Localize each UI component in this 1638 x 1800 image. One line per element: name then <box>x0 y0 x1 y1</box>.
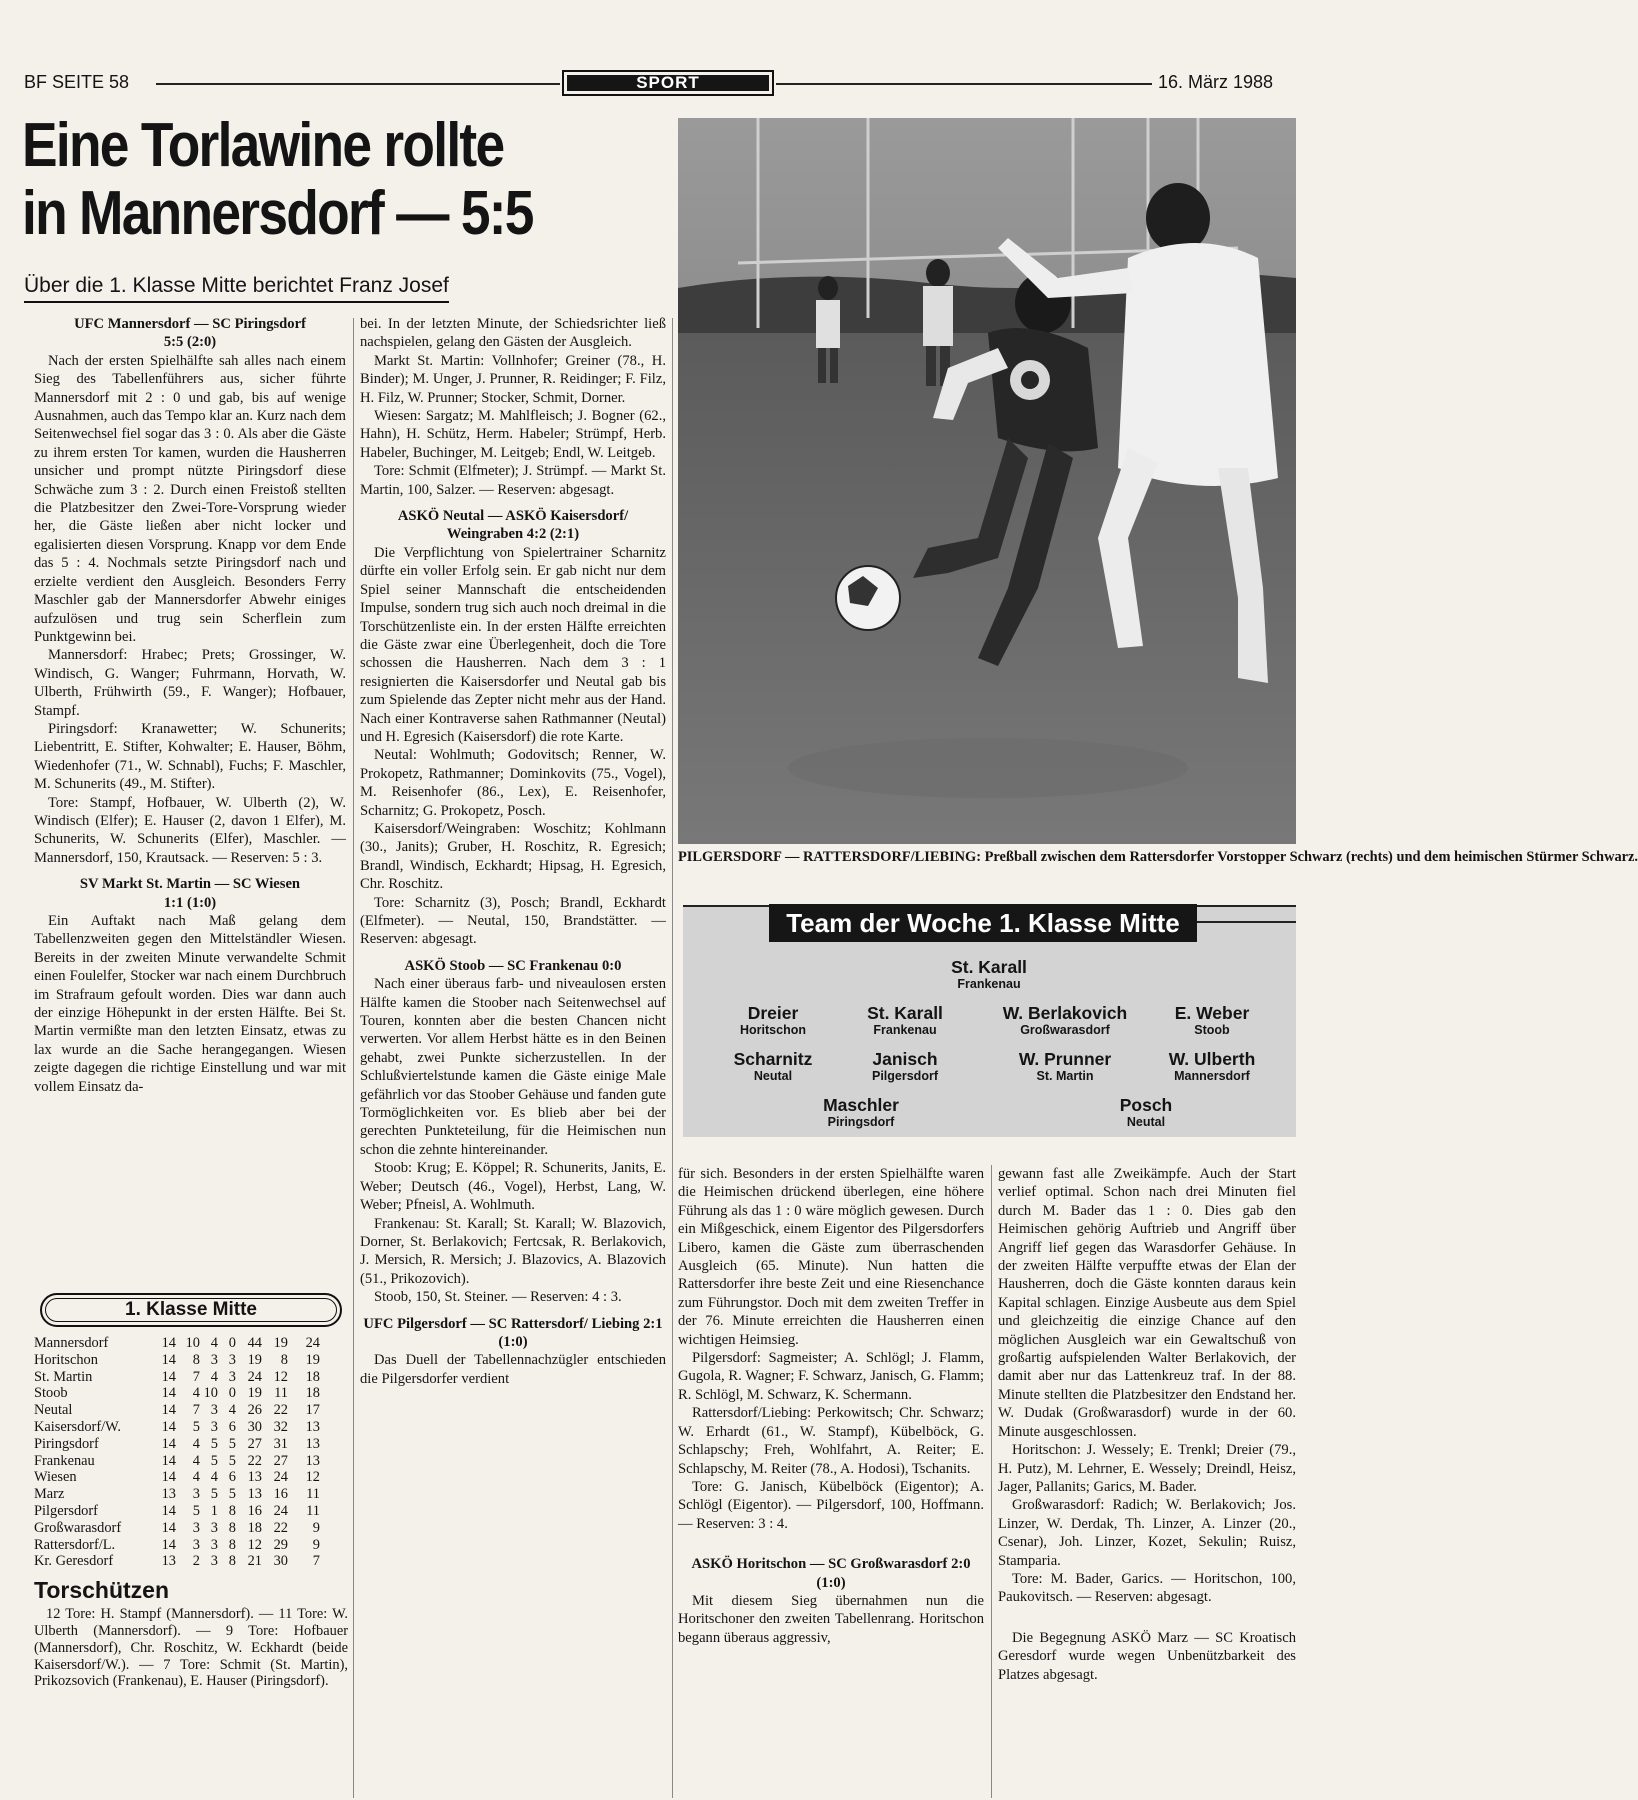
standings-team: St. Martin <box>34 1368 93 1385</box>
goals-line: Tore: Scharnitz (3), Posch; Brandl, Eckhardt (Elfmeter). — Neutal, 150, Brandstätter. — Reserven: abgesagt. <box>360 894 666 948</box>
standings-value: 26 <box>247 1402 262 1419</box>
article-paragraph: bei. In der letzten Minute, der Schiedsrichter ließ nachspielen, gelang den Gästen der Ausgleich. <box>360 316 666 351</box>
lineup-away: Kaisersdorf/Weingraben: Woschitz; Kohlmann (30., Janits); Gruber, H. Roschitz, R. Egresich; Brandl, Windisch, Eckhardt; Hipsag, H. Egresich, Chr. Roschitz. <box>360 820 666 893</box>
article-paragraph: gewann fast alle Zweikämpfe. Auch der Start verlief optimal. Schon nach drei Minuten fiel durch M. Bader das 1 : 0. Dies gab den Heimischen gehörig Auftrieb und Angriff über Angriff lief gegen das Warasdorfer Gehäuse. In der zweiten Hälfte verpuffte etwas der Elan der Hausherren, doch die Gäste konnten daraus kein Kapital schlagen. Einzige Ausbeute aus dem Spiel und gleichzeitig die einzige Chance auf den möglichen Ausgleich war ein Gewaltschuß von großartig aufspielenden Walter Berlakovich, der damit aber nur das Lattenkreuz traf. In der 88. Minute stellten die Platzbesitzer den Endstand her. W. Dudak (Großwarasdorf) wurde in der 60. Minute ausgeschlossen. <box>998 1166 1296 1440</box>
match-heading: UFC Pilgersdorf — SC Rattersdorf/ Liebing 2:1 (1:0) <box>363 1315 663 1350</box>
standings-title-frame <box>40 1293 342 1327</box>
standings-row <box>34 1486 320 1503</box>
player-club: St. Martin <box>1036 1069 1094 1083</box>
standings-row <box>34 1385 320 1402</box>
standings-row <box>34 1503 320 1520</box>
standings-value: 14 <box>161 1452 176 1469</box>
standings-value: 7 <box>192 1368 200 1385</box>
standings-value: 4 <box>192 1435 200 1452</box>
match-photo-image <box>678 118 1296 844</box>
lineup-home: Mannersdorf: Hrabec; Prets; Grossinger, W. Windisch, G. Wanger; Fuhrmann, Horvath, W. Ulberth, Frühwirth (59., F. Wanger); Hofbauer, Stampf. <box>34 647 346 719</box>
byline: Über die 1. Klasse Mitte berichtet Franz Josef <box>24 274 449 303</box>
standings-title: 1. Klasse Mitte <box>45 1298 337 1322</box>
team-player <box>1147 1049 1277 1084</box>
standings-value: 8 <box>228 1553 236 1570</box>
standings-team: Horitschon <box>34 1351 98 1368</box>
standings-value: 14 <box>161 1519 176 1536</box>
player-club: Großwarasdorf <box>1020 1023 1110 1037</box>
standings-value: 14 <box>161 1418 176 1435</box>
standings-value: 8 <box>228 1536 236 1553</box>
standings-value: 5 <box>228 1452 236 1469</box>
column-divider <box>672 318 673 1798</box>
lineup-home: Markt St. Martin: Vollnhofer; Greiner (78., H. Binder); M. Unger, J. Prunner, R. Reidinger; F. Filz, H. Filz, W. Prunner; Stocker, Schmit, Dorner. <box>360 352 666 406</box>
standings-row <box>34 1436 320 1453</box>
standings-team: Mannersdorf <box>34 1335 109 1351</box>
standings-value: 3 <box>192 1536 200 1553</box>
standings-value: 13 <box>305 1435 320 1452</box>
match-score: 5:5 (2:0) <box>163 334 217 351</box>
standings-value: 7 <box>312 1553 320 1570</box>
match-heading: UFC Mannersdorf — SC Piringsdorf <box>74 316 306 332</box>
article-paragraph: Mit diesem Sieg übernahmen nun die Horitschoner den zweiten Tabellenrang. Horitschon begann überaus aggressiv, <box>678 1592 984 1646</box>
photo-caption: PILGERSDORF — RATTERSDORF/LIEBING: Preßball zwischen dem Rattersdorfer Vorstopper Schwarz (rechts) und dem heimischen Stürmer Schwarz. <box>678 849 1638 865</box>
standings-row <box>34 1537 320 1554</box>
standings-value: 4 <box>192 1385 200 1402</box>
standings-value: 3 <box>192 1519 200 1536</box>
standings-value: 5 <box>192 1418 200 1435</box>
header-rule-right <box>776 83 1152 85</box>
article-paragraph: Die Verpflichtung von Spielertrainer Scharnitz dürfte ein voller Erfolg sein. Er gab nicht nur dem Spiel seiner Mannschaft die entscheidenden Impulse, sondern trug sich auch noch dreimal in die Torschützenliste ein. In der ersten Hälfte erreichten die Gäste zwar eine Überlegenheit, doch die Tore schossen die Hausherren. Nach dem 3 : 1 resignierten die Kaisersdorfer und Neutal gab bis zum Spielende das Zepter nicht mehr aus der Hand. Nach einer Kontraverse sahen Rathmanner (Neutal) und H. Egresich (Kaisersdorf) die rote Karte. <box>360 544 666 745</box>
player-name: Scharnitz <box>733 1049 813 1069</box>
standings-value: 3 <box>228 1368 236 1385</box>
standings-value: 14 <box>161 1335 176 1351</box>
standings-value: 0 <box>228 1335 236 1351</box>
standings-value: 13 <box>305 1418 320 1435</box>
player-name: Posch <box>1119 1095 1173 1115</box>
standings-value: 4 <box>192 1469 200 1486</box>
standings-value: 13 <box>161 1486 176 1503</box>
standings-team: Rattersdorf/L. <box>34 1536 116 1553</box>
standings-value: 8 <box>228 1519 236 1536</box>
standings-team: Marz <box>34 1486 65 1503</box>
standings-value: 0 <box>228 1385 236 1402</box>
standings-value: 16 <box>273 1486 288 1503</box>
article-paragraph: Nach einer überaus farb- und niveaulosen ersten Hälfte kamen die Stoober nach Seitenwechsel auf Touren, konnten aber die besten Chancen nicht verwerten. Vor allem Herbst hätte es in den Beinen gehabt, zwei Punkte sicherzustellen. In der Schlußviertelstunde kamen die Gäste einige Male gefährlich vor das Stoober Gehäuse und fanden gute Tormöglichkeiten vor. Es blieb aber bei der gerechten Punkteteilung, für die Heimischen nun schon die zehnte hintereinander. <box>360 976 666 1158</box>
lineup-away: Frankenau: St. Karall; St. Karall; W. Blazovich, Dorner, St. Berlakovich; Fertcsak, R. Berlakovich, J. Mersich, R. Mersich; J. Blazovics, A. Blazovich (51., Prikozovich). <box>360 1215 666 1287</box>
standings-value: 13 <box>161 1553 176 1570</box>
player-name: W. Berlakovich <box>1002 1003 1128 1023</box>
standings-value: 24 <box>273 1502 288 1519</box>
player-club: Pilgersdorf <box>872 1069 938 1083</box>
lineup-home: Pilgersdorf: Sagmeister; A. Schlögl; J. Flamm, Gugola, R. Wagner; F. Schwarz, Janisch, G. Flamm; R. Schlögl, M. Schwarz, K. Schermann. <box>678 1350 984 1403</box>
article-paragraph: Das Duell der Tabellennachzügler entschieden die Pilgersdorfer verdient <box>360 1352 666 1387</box>
standings-value: 32 <box>273 1418 288 1435</box>
standings-value: 14 <box>161 1385 176 1402</box>
standings-value: 30 <box>247 1418 262 1435</box>
standings-value: 3 <box>210 1418 218 1435</box>
standings-value: 14 <box>161 1368 176 1385</box>
standings-row <box>34 1453 320 1470</box>
standings-value: 13 <box>247 1469 262 1486</box>
standings-value: 14 <box>161 1351 176 1368</box>
player-name: St. Karall <box>951 957 1027 977</box>
standings-value: 10 <box>203 1385 218 1402</box>
article-paragraph: Ein Auftakt nach Maß gelang dem Tabellenzweiten gegen den Mittelständler Wiesen. Bereits in der zweiten Minute verwandelte Schmit einen Foulelfer, Stocker war nach einem Durchbruch im Strafraum gefoult worden. Dies war dann auch der einzige Höhepunkt in der ersten Hälfte. Bei St. Martin vermißte man den letzten Einsatz, etwas zu lax wurde an die Sache herangegangen. Wiesen zeigte dagegen die richtige Einstellung und war mit vollem Einsatz da- <box>34 913 346 1095</box>
standings-value: 5 <box>228 1435 236 1452</box>
article-column-4 <box>998 1165 1296 1684</box>
player-name: E. Weber <box>1174 1003 1250 1023</box>
standings-value: 24 <box>247 1368 262 1385</box>
standings-value: 5 <box>210 1486 218 1503</box>
standings-value: 3 <box>210 1351 218 1368</box>
standings-value: 3 <box>228 1351 236 1368</box>
standings-value: 27 <box>273 1452 288 1469</box>
standings-row <box>34 1520 320 1537</box>
standings-value: 19 <box>247 1385 262 1402</box>
standings-row <box>34 1419 320 1436</box>
standings-value: 9 <box>312 1519 320 1536</box>
team-title-rule <box>1197 921 1296 923</box>
standings-value: 9 <box>312 1536 320 1553</box>
scorers-title: Torschützen <box>34 1577 170 1604</box>
player-club: Horitschon <box>740 1023 806 1037</box>
standings-value: 7 <box>192 1402 200 1419</box>
player-name: St. Karall <box>867 1003 943 1023</box>
standings-row <box>34 1553 320 1570</box>
scorers-list: 12 Tore: H. Stampf (Mannersdorf). — 11 Tore: W. Ulberth (Mannersdorf). — 9 Tore: Hofbauer (Mannersdorf), Chr. Roschitz, W. Eckhardt (beide Kaisersdorf/W.). — 7 Tore: Schmit (St. Martin), Prikozsovich (Frankenau), E. Hauser (Piringsdorf). <box>34 1606 348 1690</box>
standings-value: 6 <box>228 1469 236 1486</box>
standings-value: 3 <box>210 1536 218 1553</box>
standings-value: 3 <box>192 1486 200 1503</box>
standings-value: 11 <box>306 1486 320 1503</box>
standings-team: Kr. Geresdorf <box>34 1553 114 1570</box>
standings-value: 10 <box>185 1335 200 1351</box>
standings-value: 19 <box>273 1335 288 1351</box>
article-paragraph: Die Begegnung ASKÖ Marz — SC Kroatisch Geresdorf wurde wegen Unbenützbarkeit des Platzes abgesagt. <box>998 1629 1296 1683</box>
lineup-away: Großwarasdorf: Radich; W. Berlakovich; Jos. Linzer, W. Derdak, Th. Linzer, A. Linzer (20., Csenar), Joh. Linzer, Kozet, Sekulin; Ruisz, Stamparia. <box>998 1497 1296 1569</box>
standings-value: 5 <box>192 1502 200 1519</box>
player-name: W. Prunner <box>1018 1049 1112 1069</box>
column-divider <box>991 1165 992 1798</box>
standings-value: 31 <box>273 1435 288 1452</box>
standings-value: 18 <box>305 1385 320 1402</box>
standings-value: 8 <box>192 1351 200 1368</box>
standings-value: 2 <box>192 1553 200 1570</box>
team-player <box>1147 1003 1277 1038</box>
standings-value: 8 <box>280 1351 288 1368</box>
standings-team: Piringsdorf <box>34 1435 99 1452</box>
goals-line: Tore: M. Bader, Garics. — Horitschon, 100, Paukovitsch. — Reserven: abgesagt. <box>998 1570 1296 1606</box>
standings-team: Pilgersdorf <box>34 1502 98 1519</box>
goals-line: Tore: Schmit (Elfmeter); J. Strümpf. — Markt St. Martin, 100, Salzer. — Reserven: abgesagt. <box>360 463 666 498</box>
standings-row <box>34 1402 320 1419</box>
match-heading: SV Markt St. Martin — SC Wiesen <box>79 876 301 893</box>
lineup-away: Rattersdorf/Liebing: Perkowitsch; Chr. Schwarz; W. Erhardt (61., W. Stampf), Kübelböck, G. Schlapschy; Freh, Wohlfahrt, A. Reiter; E. Schlapschy, M. Reiter (78., A. Hodosi), Tschanits. <box>678 1405 984 1477</box>
standings-value: 6 <box>228 1418 236 1435</box>
match-photo <box>678 118 1296 844</box>
standings-value: 5 <box>228 1486 236 1503</box>
standings-team: Wiesen <box>34 1469 77 1486</box>
header-rule-left <box>156 83 560 85</box>
standings-value: 14 <box>161 1536 176 1553</box>
standings-value: 19 <box>247 1351 262 1368</box>
player-club: Neutal <box>1126 1115 1166 1129</box>
standings-value: 4 <box>210 1368 218 1385</box>
standings-value: 21 <box>247 1553 262 1570</box>
section-label <box>562 70 774 96</box>
standings-value: 3 <box>210 1553 218 1570</box>
standings-value: 27 <box>247 1435 262 1452</box>
standings-row <box>34 1352 320 1369</box>
player-club: Stoob <box>1194 1023 1230 1037</box>
lineup-away: Wiesen: Sargatz; M. Mahlfleisch; J. Bogner (62., Hahn), H. Schütz, Herm. Habeler; Strümpf, Herb. Habeler, Buchinger, M. Leitgeb; Endl, W. Leitgeb. <box>360 408 666 461</box>
headline <box>22 112 581 248</box>
standings-value: 24 <box>305 1335 320 1351</box>
article-column-2 <box>360 315 666 1388</box>
player-name: Maschler <box>823 1095 899 1115</box>
lineup-home: Neutal: Wohlmuth; Godovitsch; Renner, W. Prokopetz, Rathmanner; Dominkovits (75., Vogel), M. Reisenhofer (86., Lex), E. Reisenhofer, Scharnitz; G. Prokopetz, Posch. <box>360 747 666 819</box>
team-of-the-week-title: Team der Woche 1. Klasse Mitte <box>769 904 1197 942</box>
standings-team: Kaisersdorf/W. <box>34 1418 121 1435</box>
standings-value: 18 <box>305 1368 320 1385</box>
player-name: Janisch <box>872 1049 938 1069</box>
article-paragraph: Nach der ersten Spielhälfte sah alles nach einem Sieg des Tabellenführers aus, sicher führte Mannersdorf mit 2 : 0 und gab, bis auf wenige Ausnahmen, auch das Tempo klar an. Kurz nach dem Seitenwechsel fiel sogar das 3 : 0. Als aber die Gäste zu ihrem ersten Tor kamen, wurden die Hausherren unsicher und prompt nützte Piringsdorf diese Schwäche zum 3 : 2. Durch einen Freistoß stellten die Platzbesitzer den Zwei-Tore-Vorsprung wieder her, die Gäste ließen aber nicht locker und egalisierten diesen Vorsprung. Knapp vor dem Ende das 5 : 4. Nochmals setzte Piringsdorf nach und erzielte verdient den Ausgleich. Besonders Ferry Maschler gab der Mannersdorfer Abwehr einiges aufzulösen und trug sein Scherflein zum Punktgewinn bei. <box>34 352 346 645</box>
standings-value: 22 <box>273 1519 288 1536</box>
standings-value: 11 <box>274 1385 288 1402</box>
issue-date: 16. März 1988 <box>1158 72 1274 92</box>
standings-value: 1 <box>210 1502 218 1519</box>
team-player <box>1000 1049 1130 1084</box>
standings-value: 44 <box>247 1335 262 1351</box>
match-heading: ASKÖ Horitschon — SC Großwarasdorf 2:0 (1:0) <box>691 1556 971 1591</box>
standings-value: 12 <box>305 1469 320 1486</box>
standings-value: 16 <box>247 1502 262 1519</box>
player-club: Mannersdorf <box>1174 1069 1250 1083</box>
match-score: 1:1 (1:0) <box>163 894 217 911</box>
team-player <box>708 1049 838 1084</box>
standings-value: 22 <box>247 1452 262 1469</box>
standings-value: 13 <box>247 1486 262 1503</box>
article-paragraph: für sich. Besonders in der ersten Spielhälfte waren die Heimischen drückend überlegen, eine höhere Führung als das 1 : 0 wäre möglich gewesen. Durch ein Mißgeschick, einem Eigentor des Pilgersdorfers Libero, kamen die Gäste zum überraschenden Ausgleich (65. Minute). Nun hatten die Rattersdorfer ihre beste Zeit und eine Riesenchance zum Führungstor. Doch mit dem zweiten Treffer in der 76. Minute erreichten die Hausherren einen wichtigen Heimsieg. <box>678 1166 984 1348</box>
standings-value: 5 <box>210 1435 218 1452</box>
team-player <box>840 1049 970 1084</box>
standings-value: 3 <box>210 1402 218 1419</box>
standings-value: 14 <box>161 1435 176 1452</box>
player-name: W. Ulberth <box>1168 1049 1256 1069</box>
standings-row <box>34 1369 320 1386</box>
player-club: Frankenau <box>873 1023 937 1037</box>
team-player-goalkeeper <box>924 957 1054 992</box>
standings-value: 13 <box>305 1452 320 1469</box>
team-player <box>708 1003 838 1038</box>
page-number: BF SEITE 58 <box>24 72 130 92</box>
standings-value: 18 <box>247 1519 262 1536</box>
standings-value: 8 <box>228 1502 236 1519</box>
match-info: Stoob, 150, St. Steiner. — Reserven: 4 : 3. <box>374 1289 622 1306</box>
goals-line: Tore: G. Janisch, Kübelböck (Eigentor); A. Schlögl (Eigentor). — Pilgersdorf, 100, Hoffmann. — Reserven: 3 : 4. <box>678 1478 984 1532</box>
standings-row <box>34 1469 320 1486</box>
standings-value: 19 <box>305 1351 320 1368</box>
standings-value: 30 <box>273 1553 288 1570</box>
standings-team: Stoob <box>34 1385 68 1402</box>
team-player <box>1081 1095 1211 1130</box>
team-player <box>840 1003 970 1038</box>
goals-line: Tore: Stampf, Hofbauer, W. Ulberth (2), W. Windisch (Elfer); E. Hauser (2, davon 1 Elfer), M. Schunerits, W. Schunerits (Elfer), Maschler. — Mannersdorf, 150, Krautsack. — Reserven: 5 : 3. <box>34 794 346 866</box>
standings-value: 4 <box>228 1402 236 1419</box>
standings-value: 14 <box>161 1502 176 1519</box>
article-column-1 <box>34 315 346 1096</box>
headline-line-1: Eine Torlawine rollte <box>22 111 504 180</box>
standings-table <box>34 1335 320 1570</box>
player-club: Piringsdorf <box>827 1115 895 1129</box>
player-club: Frankenau <box>957 977 1021 991</box>
standings-value: 5 <box>210 1452 218 1469</box>
standings-value: 14 <box>161 1469 176 1486</box>
article-column-3 <box>678 1165 984 1647</box>
standings-value: 17 <box>305 1402 320 1419</box>
lineup-home: Horitschon: J. Wessely; E. Trenkl; Dreier (79., H. Putz), M. Lehrner, E. Wessely; Dreindl, Heisz, Jager, Pallanits; Garics, M. Bader. <box>998 1442 1296 1495</box>
headline-line-2: in Mannersdorf — 5:5 <box>22 179 533 248</box>
team-player <box>1000 1003 1130 1038</box>
player-name: Dreier <box>747 1003 799 1023</box>
standings-value: 11 <box>306 1502 320 1519</box>
section-label-text: SPORT <box>567 75 769 91</box>
team-of-the-week <box>683 905 1296 1137</box>
standings-team: Frankenau <box>34 1452 95 1469</box>
standings-value: 14 <box>161 1402 176 1419</box>
lineup-home: Stoob: Krug; E. Köppel; R. Schunerits, Janits, E. Weber; Deutsch (46., Vogel), Herbst, Lang, W. Weber; Pfneisl, A. Wohlmuth. <box>360 1160 666 1214</box>
standings-value: 4 <box>192 1452 200 1469</box>
match-heading: ASKÖ Neutal — ASKÖ Kaisersdorf/ Weingraben 4:2 (2:1) <box>397 508 629 543</box>
team-player <box>796 1095 926 1130</box>
standings-team: Großwarasdorf <box>34 1519 122 1536</box>
standings-value: 12 <box>247 1536 262 1553</box>
lineup-away: Piringsdorf: Kranawetter; W. Schunerits; Liebentritt, E. Stifter, Kohwalter; E. Hauser, Böhm, Wiedenhofer (71., W. Schnabl), Fuchs; F. Maschler, M. Schunerits (49., M. Stifter). <box>34 720 346 793</box>
player-club: Neutal <box>753 1069 793 1083</box>
match-heading: ASKÖ Stoob — SC Frankenau 0:0 <box>404 957 622 974</box>
standings-row <box>34 1335 320 1352</box>
standings-value: 4 <box>210 1469 218 1486</box>
column-divider <box>353 318 354 1798</box>
standings-value: 29 <box>273 1536 288 1553</box>
standings-box <box>34 1293 348 1690</box>
standings-team: Neutal <box>34 1402 73 1419</box>
standings-value: 24 <box>273 1469 288 1486</box>
standings-value: 12 <box>273 1368 288 1385</box>
standings-value: 3 <box>210 1519 218 1536</box>
standings-value: 22 <box>273 1402 288 1419</box>
standings-value: 4 <box>210 1335 218 1351</box>
